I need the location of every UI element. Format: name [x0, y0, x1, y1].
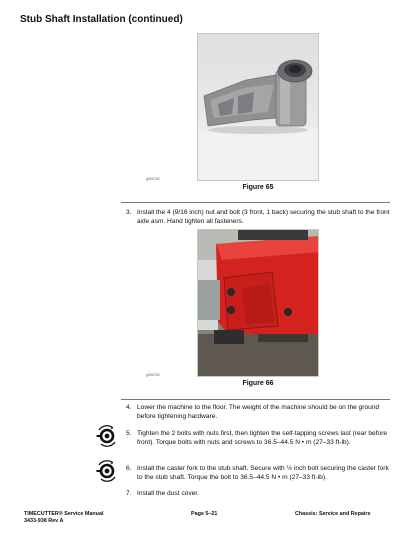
divider [121, 399, 390, 400]
divider [121, 202, 390, 203]
step-text: Install the dust cover. [137, 490, 199, 497]
footer-manual [24, 511, 103, 525]
step-number: 6. [126, 465, 132, 472]
step-text: Lower the machine to the floor. The weight of the machine should be on the ground before tightening hardware. [137, 404, 380, 420]
step-text: Tighten the 2 bolts with nuts first, then tighten the self-tapping screws last (rear before front). Torque bolts with nuts and screws to 36.5–44.5 N • m (27–33 ft-lb). [137, 430, 388, 446]
step-number: 3. [126, 209, 132, 216]
torque-wrench-icon [96, 460, 118, 482]
step-5 [126, 430, 394, 447]
step-number: 4. [126, 404, 132, 411]
step-6 [126, 465, 394, 482]
figure-65-photo [197, 33, 319, 181]
step-number: 7. [126, 490, 132, 497]
figure-65-code: g300752 [146, 177, 160, 181]
step-7 [126, 490, 394, 499]
footer-manual-revision: 3433-938 Rev A [24, 518, 64, 524]
page-title: Stub Shaft Installation (continued) [20, 14, 183, 25]
figure-66-code: g300753 [146, 373, 160, 377]
step-4 [126, 404, 394, 421]
step-number: 5. [126, 430, 132, 437]
step-text: Install the caster fork to the stub shaft. Secure with ½ inch bolt securing the caster fork to the stub shaft. Torque the bolt to 36.5–44.5 N • m (27–33 ft-lb). [137, 465, 389, 481]
figure-66-caption: Figure 66 [242, 380, 274, 387]
figure-65-caption: Figure 65 [242, 184, 274, 191]
figure-66-photo [197, 229, 319, 377]
footer-section: Chassis: Service and Repairs [295, 511, 371, 517]
step-text: Install the 4 (9/16 inch) nut and bolt (3 front, 1 back) securing the stub shaft to the front axle asm. Hand tighten all fasteners. [137, 209, 390, 225]
torque-wrench-icon [96, 425, 118, 447]
footer-page-number: Page 5–21 [191, 511, 218, 517]
footer-manual-title: TIMECUTTER® Service Manual [24, 511, 104, 517]
step-3 [126, 209, 394, 226]
